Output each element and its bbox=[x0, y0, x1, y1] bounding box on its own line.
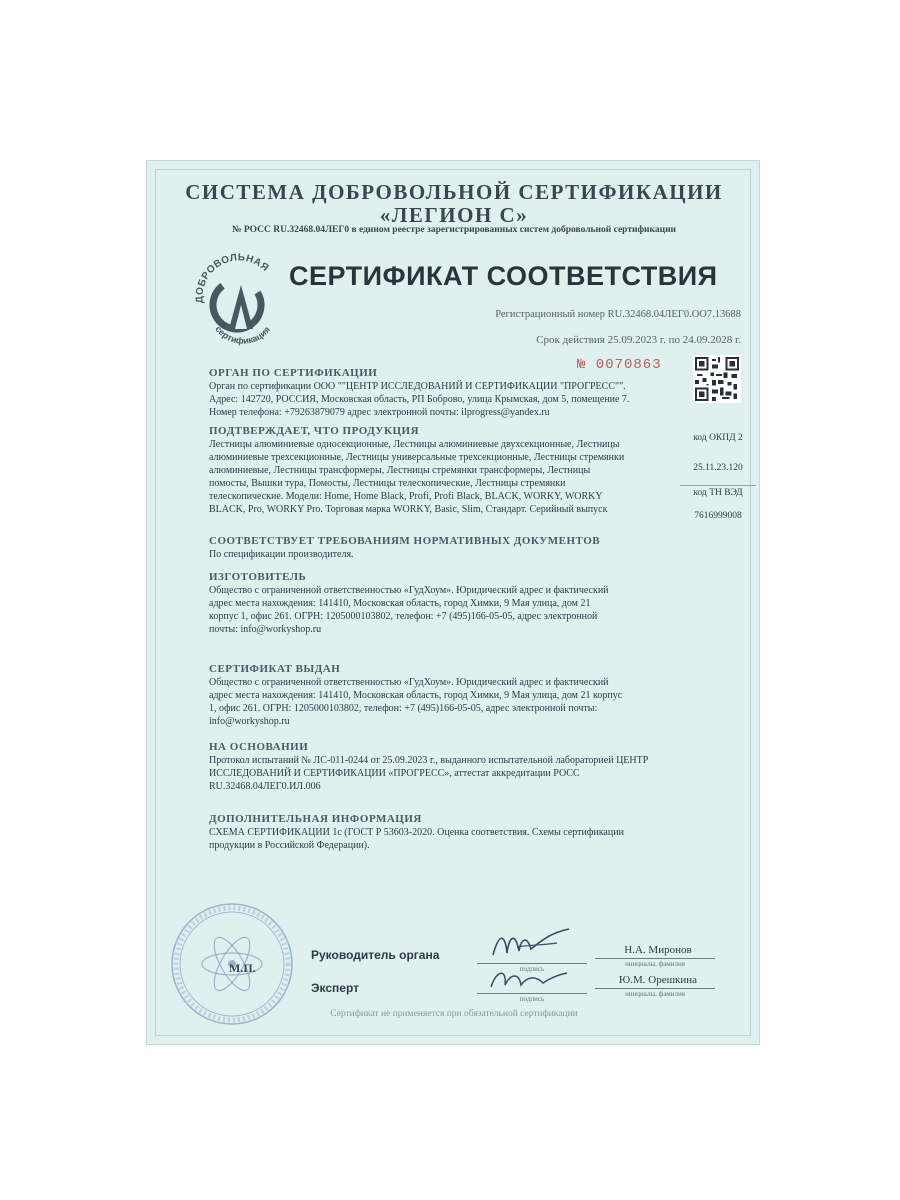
stamp-label: М.П. bbox=[229, 961, 256, 975]
manufacturer-heading: ИЗГОТОВИТЕЛЬ bbox=[209, 571, 307, 583]
okpd-value: 25.11.23.120 bbox=[693, 463, 743, 473]
expert-name-line bbox=[595, 988, 715, 989]
organ-text: Орган по сертификации ООО ""ЦЕНТР ИССЛЕДОВАНИЙ И СЕРТИФИКАЦИИ "ПРОГРЕСС"". Адрес: 142720, РОССИЯ, Московская область, РП Боброво, улица Крымская, дом 5, помещение 7. Номер телефона: +79263879079 адрес электронной почты: ilprogress@yandex.ru bbox=[209, 381, 630, 418]
certificate-title: СЕРТИФИКАТ СООТВЕТСТВИЯ bbox=[289, 261, 718, 291]
product-text: Лестницы алюминиевые односекционные, Лестницы алюминиевые двухсекционные, Лестницы алюминиевые трехсекционные, Лестницы универсальные трехсекционные, Лестницы стремянки алюминиевые, Лестницы трансформеры, Лестницы стремянки трансформеры, Лестницы помосты, Вышки тура, Помосты, Лестницы телескопические, Лестницы стремянки телескопические. Модели: Home, Home Black, Profi, Profi Black, BLACK, WORKY, WORKY BLACK, Pro, WORKY Pro. Торговая марка WORKY, Basic, Slim, Стандарт. Серийный выпуск bbox=[209, 439, 625, 515]
head-sign-caption: подпись bbox=[519, 965, 545, 973]
head-name-caption: инициалы, фамилия bbox=[625, 960, 685, 968]
expert-label: Эксперт bbox=[311, 981, 360, 995]
qr-code bbox=[693, 355, 741, 403]
additional-heading: ДОПОЛНИТЕЛЬНАЯ ИНФОРМАЦИЯ bbox=[209, 813, 422, 825]
issued-heading: СЕРТИФИКАТ ВЫДАН bbox=[209, 663, 341, 675]
additional-text: СХЕМА СЕРТИФИКАЦИИ 1с (ГОСТ Р 53603-2020. Оценка соответствия. Схемы сертификации продукции в Российской Федерации). bbox=[209, 827, 624, 851]
organ-heading: ОРГАН ПО СЕРТИФИКАЦИИ bbox=[209, 367, 378, 379]
expert-sign-caption: подпись bbox=[519, 995, 545, 1003]
product-heading: ПОДТВЕРЖДАЕТ, ЧТО ПРОДУКЦИЯ bbox=[209, 425, 420, 437]
head-label: Руководитель органа bbox=[311, 948, 440, 962]
certificate-document bbox=[146, 160, 760, 1045]
expert-name-caption: инициалы, фамилия bbox=[625, 990, 685, 998]
system-title bbox=[147, 181, 760, 227]
logo-arc-bottom: сертификация bbox=[213, 324, 273, 346]
head-name-line bbox=[595, 958, 715, 959]
manufacturer-text: Общество с ограниченной ответственностью «ГудХоум». Юридический адрес и фактический адрес места нахождения: 141410, Московская область, город Химки, 9 Мая улица, дом 21 корпус 1, офис 261. ОГРН: 1205000103802, телефон: +7 (495)166-05-05, адрес электронной почты: info@workyshop.ru bbox=[209, 585, 609, 635]
registry-number: № РОСС RU.32468.04ЛЕГ0 в едином реестре зарегистрированных систем добровольной сертификации bbox=[231, 225, 677, 235]
expert-name: Ю.М. Орешкина bbox=[618, 974, 698, 986]
logo-arc-top: ДОБРОВОЛЬНАЯ bbox=[194, 252, 271, 304]
basis-text: Протокол испытаний № ЛС-011-0244 от 25.09.2023 г., выданного испытательной лабораторией ЦЕНТР ИССЛЕДОВАНИЙ И СЕРТИФИКАЦИИ «ПРОГРЕСС», аттестат аккредитации РОСС RU.32468.04ЛЕГ0.ИЛ.006 bbox=[209, 755, 649, 792]
system-title-line2: «ЛЕГИОН С» bbox=[379, 203, 529, 227]
head-signature bbox=[487, 925, 577, 961]
head-name: Н.А. Миронов bbox=[624, 944, 692, 956]
expert-signature bbox=[483, 963, 573, 995]
serial-number: № 0070863 bbox=[577, 357, 662, 373]
system-title-line1: СИСТЕМА ДОБРОВОЛЬНОЙ СЕРТИФИКАЦИИ bbox=[185, 180, 723, 204]
issued-text: Общество с ограниченной ответственностью «ГудХоум». Юридический адрес и фактический адрес места нахождения: 141410, Московская область, город Химки, 9 Мая улица, дом 21 корпус 1, офис 261. ОГРН: 1205000103802, телефон: +7 (495)166-05-05, адрес электронной почты: info@workyshop.ru bbox=[209, 677, 623, 727]
conformity-heading: СООТВЕТСТВУЕТ ТРЕБОВАНИЯМ НОРМАТИВНЫХ ДОКУМЕНТОВ bbox=[209, 535, 601, 547]
registration-number: Регистрационный номер RU.32468.04ЛЕГ0.OO7.13688 bbox=[495, 309, 741, 320]
validity-period: Срок действия 25.09.2023 г. по 24.09.2028 г. bbox=[536, 334, 741, 346]
tnved-value: 7616999008 bbox=[694, 511, 742, 521]
conformity-text: По спецификации производителя. bbox=[209, 549, 354, 560]
certification-logo bbox=[191, 251, 287, 347]
tnved-label: код ТН ВЭД bbox=[680, 485, 756, 498]
expert-sign-line bbox=[477, 993, 587, 994]
footer-note: Сертификат не применяется при обязательной сертификации bbox=[330, 1009, 578, 1019]
basis-heading: НА ОСНОВАНИИ bbox=[209, 741, 309, 753]
okpd-label: код ОКПД 2 bbox=[693, 433, 743, 443]
